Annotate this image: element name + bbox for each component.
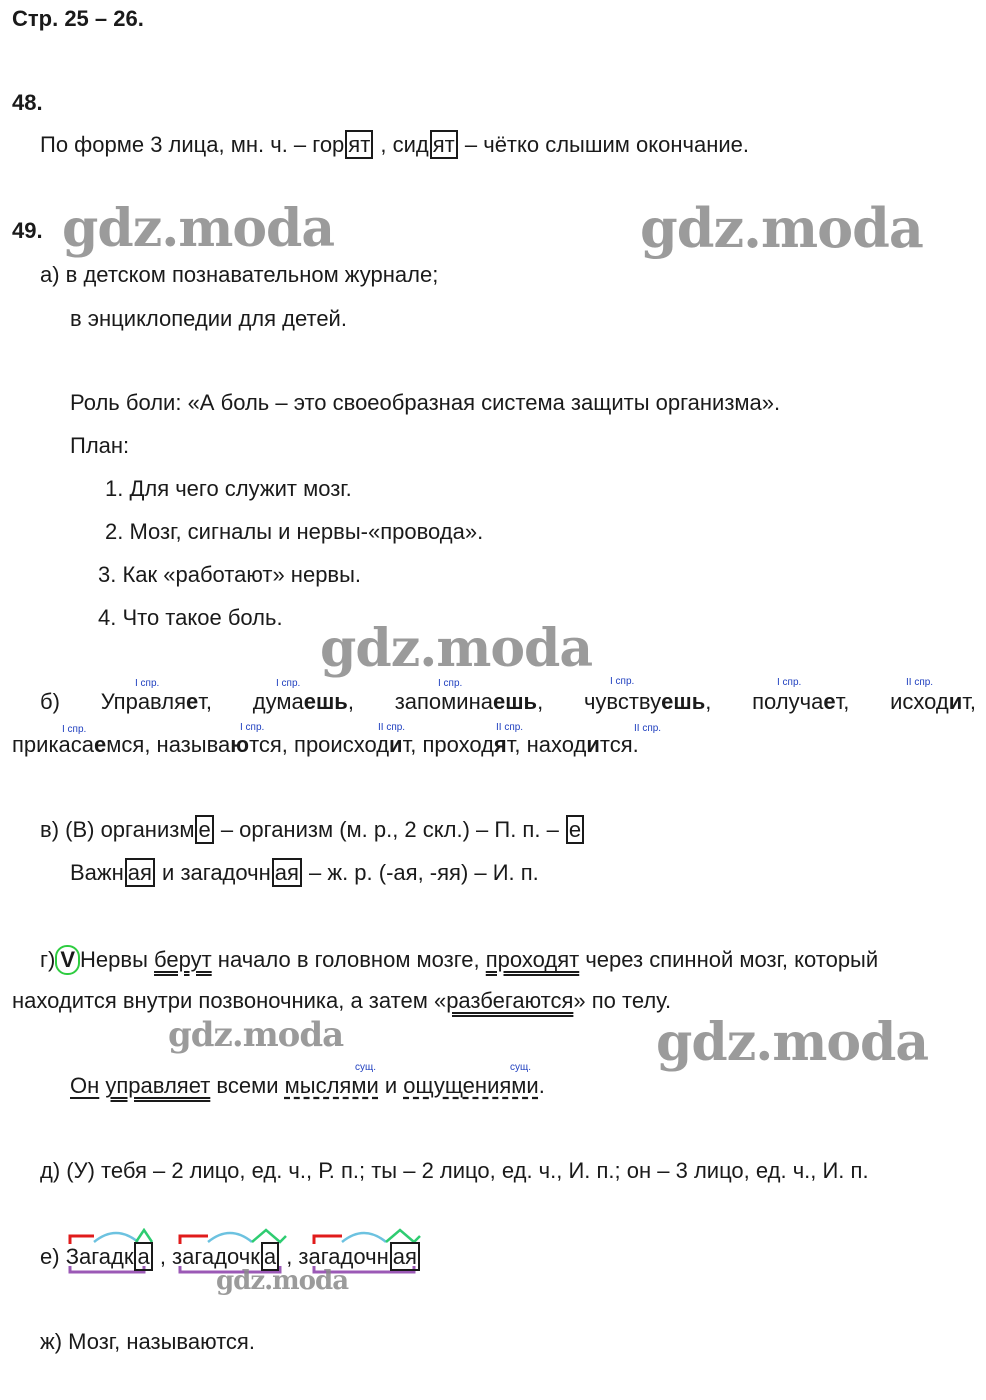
plan-label: План:: [70, 433, 130, 458]
ending-box: а: [134, 1242, 152, 1271]
conjugation-tag: I спр.: [610, 676, 635, 687]
answer-e: е) Загадк а , загадочк а , загадочн ая: [40, 1244, 421, 1270]
answer-g-line2: находится внутри позвоночника, а затем «разбегаются» по телу.: [12, 988, 672, 1013]
ending-box: ят: [430, 130, 458, 159]
conjugation-tag: II спр.: [906, 677, 934, 688]
exercise-48-text: По форме 3 лица, мн. ч. – гор ят , сид ят – чётко слышим окончание.: [40, 132, 750, 157]
answer-v-line2: Важн ая и загадочн ая – ж. р. (-ая, -яя) – И. п.: [70, 860, 539, 885]
answer-zh: ж) Мозг, называются.: [40, 1329, 255, 1354]
part-of-speech-tag: сущ.: [510, 1062, 532, 1073]
answer-a-line1: а) в детском познавательном журнале;: [40, 262, 439, 287]
ending-box: е: [566, 815, 584, 844]
page-header: Стр. 25 – 26.: [12, 6, 144, 31]
watermark: gdz.moda: [656, 1012, 929, 1073]
predicate: берут: [154, 947, 212, 972]
answer-g-line1: г) V Нервы берут начало в головном мозге, проходят через спинной мозг, который: [40, 945, 878, 975]
prefix-mark: [314, 1236, 342, 1244]
part-of-speech-tag: сущ.: [355, 1062, 377, 1073]
conjugation-tag: I спр.: [240, 722, 265, 733]
suffix-mark: [136, 1230, 152, 1242]
answer-d: д) (У) тебя – 2 лицо, ед. ч., Р. п.; ты – 2 лицо, ед. ч., И. п.; он – 3 лицо, ед. ч., И. п.: [40, 1158, 869, 1183]
exercise-48-number: 48.: [12, 90, 43, 115]
answer-v-line1: в) (В) организм е – организм (м. р., 2 скл.) – П. п. – е: [40, 817, 585, 843]
root-mark: [342, 1233, 386, 1242]
conjugation-tag: II спр.: [496, 722, 524, 733]
ending-box: ят: [345, 130, 373, 159]
watermark: gdz.moda: [216, 1266, 349, 1296]
plan-item: 1. Для чего служит мозг.: [105, 476, 352, 501]
conjugation-tag: I спр.: [438, 678, 463, 689]
conjugation-tag: I спр.: [276, 678, 301, 689]
object: ощущениями: [403, 1073, 539, 1098]
ending-box: ая: [272, 858, 302, 887]
verb: чувствуешь,: [583, 689, 712, 714]
suffix-mark: [386, 1230, 420, 1242]
verb: запоминаешь,: [394, 689, 544, 714]
ending-box: е: [195, 815, 213, 844]
ending-box: а: [261, 1242, 279, 1271]
watermark: gdz.moda: [168, 1015, 344, 1055]
watermark: gdz.moda: [62, 198, 335, 259]
conjugation-tag: I спр.: [777, 677, 802, 688]
prefix-mark: [70, 1236, 94, 1244]
conjugation-tag: II спр.: [634, 723, 662, 734]
verb: исходит,: [890, 689, 976, 714]
predicate: проходят: [485, 947, 580, 972]
answer-b-line1: б) Управляет, думаешь, запоминаешь, чувствуешь, получает, исходит,: [40, 689, 976, 714]
predicate: разбегаются: [446, 988, 574, 1013]
exercise-49-number: 49.: [12, 218, 43, 243]
verb: Управляет,: [100, 689, 212, 714]
check-mark: V: [55, 945, 80, 975]
predicate: управляет: [105, 1073, 211, 1098]
answer-g-sentence: Он управляет всеми мыслями и ощущениями.: [70, 1073, 545, 1098]
verb: думаешь,: [252, 689, 354, 714]
root-mark: [208, 1233, 252, 1242]
subject: Он: [70, 1073, 100, 1098]
pain-role: Роль боли: «А боль – это своеобразная система защиты организма».: [70, 390, 781, 415]
root-mark: [94, 1233, 138, 1242]
conjugation-tag: I спр.: [62, 724, 87, 735]
watermark: gdz.moda: [640, 196, 923, 260]
answer-a-line2: в энциклопедии для детей.: [70, 306, 347, 331]
ending-box: ая: [390, 1242, 420, 1271]
conjugation-tag: II спр.: [378, 722, 406, 733]
verb: получает,: [752, 689, 850, 714]
plan-item: 3. Как «работают» нервы.: [98, 562, 362, 587]
plan-item: 2. Мозг, сигналы и нервы-«провода».: [105, 519, 484, 544]
prefix-mark: [180, 1236, 208, 1244]
answer-b-line2: прикасаемся, называются, происходит, проходят, находится.: [12, 732, 639, 757]
watermark: gdz.moda: [320, 618, 593, 679]
suffix-mark: [252, 1230, 286, 1242]
plan-item: 4. Что такое боль.: [98, 605, 283, 630]
object: мыслями: [284, 1073, 379, 1098]
ending-box: ая: [125, 858, 155, 887]
conjugation-tag: I спр.: [135, 678, 160, 689]
